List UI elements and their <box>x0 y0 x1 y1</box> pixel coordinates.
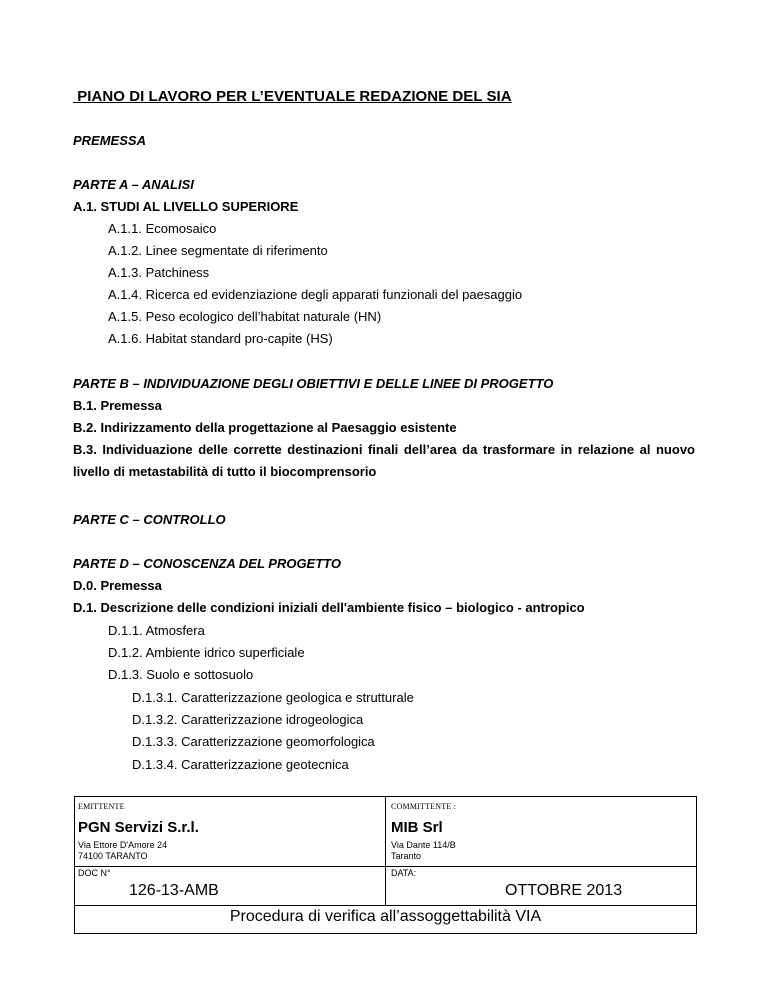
list-subitem: D.1.3.1. Caratterizzazione geologica e strutturale <box>132 690 414 705</box>
part-b-heading: PARTE B – INDIVIDUAZIONE DEGLI OBIETTIVI E DELLE LINEE DI PROGETTO <box>73 376 554 391</box>
list-subitem: D.1.3.2. Caratterizzazione idrogeologica <box>132 712 364 727</box>
procedure-title: Procedura di verifica all’assoggettabilità VIA <box>229 908 542 925</box>
section-d0: D.0. Premessa <box>73 578 162 593</box>
section-b3: B.3. Individuazione delle corrette destinazioni finali dell’area da trasformare in relazione al nuovo livello di metastabilità di tutto il biocomprensorio <box>73 442 695 479</box>
list-subitem: D.1.3.4. Caratterizzazione geotecnica <box>132 757 349 772</box>
section-d1: D.1. Descrizione delle condizioni iniziali dell'ambiente fisico – biologico - antropico <box>73 600 585 615</box>
list-item: D.1.2. Ambiente idrico superficiale <box>108 645 305 660</box>
doc-number: 126-13-AMB <box>129 882 219 899</box>
footer-divider-1 <box>75 866 696 867</box>
section-a1: A.1. STUDI AL LIVELLO SUPERIORE <box>73 199 299 214</box>
doc-label: DOC N° <box>78 868 111 878</box>
committente-address-2: Taranto <box>391 851 422 861</box>
premessa-heading: PREMESSA <box>73 133 146 148</box>
footer-divider-2 <box>75 905 696 906</box>
emittente-address-2: 74100 TARANTO <box>78 851 148 861</box>
data-label: DATA: <box>391 868 417 878</box>
list-item: A.1.3. Patchiness <box>108 265 210 280</box>
section-b2: B.2. Indirizzamento della progettazione al Paesaggio esistente <box>73 420 457 435</box>
list-item: A.1.6. Habitat standard pro-capite (HS) <box>108 331 333 346</box>
footer-table <box>74 796 697 934</box>
committente-label: COMMITTENTE : <box>391 802 457 811</box>
list-item: A.1.1. Ecomosaico <box>108 221 217 236</box>
list-item: D.1.3. Suolo e sottosuolo <box>108 667 254 682</box>
section-b1: B.1. Premessa <box>73 398 162 413</box>
list-item: A.1.4. Ricerca ed evidenziazione degli apparati funzionali del paesaggio <box>108 287 523 302</box>
part-c-heading: PARTE C – CONTROLLO <box>73 512 226 527</box>
document-title: PIANO DI LAVORO PER L’EVENTUALE REDAZIONE DEL SIA <box>73 88 512 105</box>
emittente-name: PGN Servizi S.r.l. <box>78 819 199 836</box>
list-item: A.1.5. Peso ecologico dell’habitat naturale (HN) <box>108 309 382 324</box>
part-d-heading: PARTE D – CONOSCENZA DEL PROGETTO <box>73 556 341 571</box>
list-item: A.1.2. Linee segmentate di riferimento <box>108 243 328 258</box>
emittente-label: EMITTENTE <box>78 802 125 811</box>
list-item: D.1.1. Atmosfera <box>108 623 205 638</box>
emittente-address-1: Via Ettore D'Amore 24 <box>78 840 168 850</box>
part-a-heading: PARTE A – ANALISI <box>73 177 194 192</box>
list-subitem: D.1.3.3. Caratterizzazione geomorfologica <box>132 734 375 749</box>
committente-name: MIB Srl <box>391 819 443 836</box>
committente-address-1: Via Dante 114/B <box>391 840 456 850</box>
document-date: OTTOBRE 2013 <box>505 882 623 899</box>
footer-divider-vertical <box>385 797 386 906</box>
